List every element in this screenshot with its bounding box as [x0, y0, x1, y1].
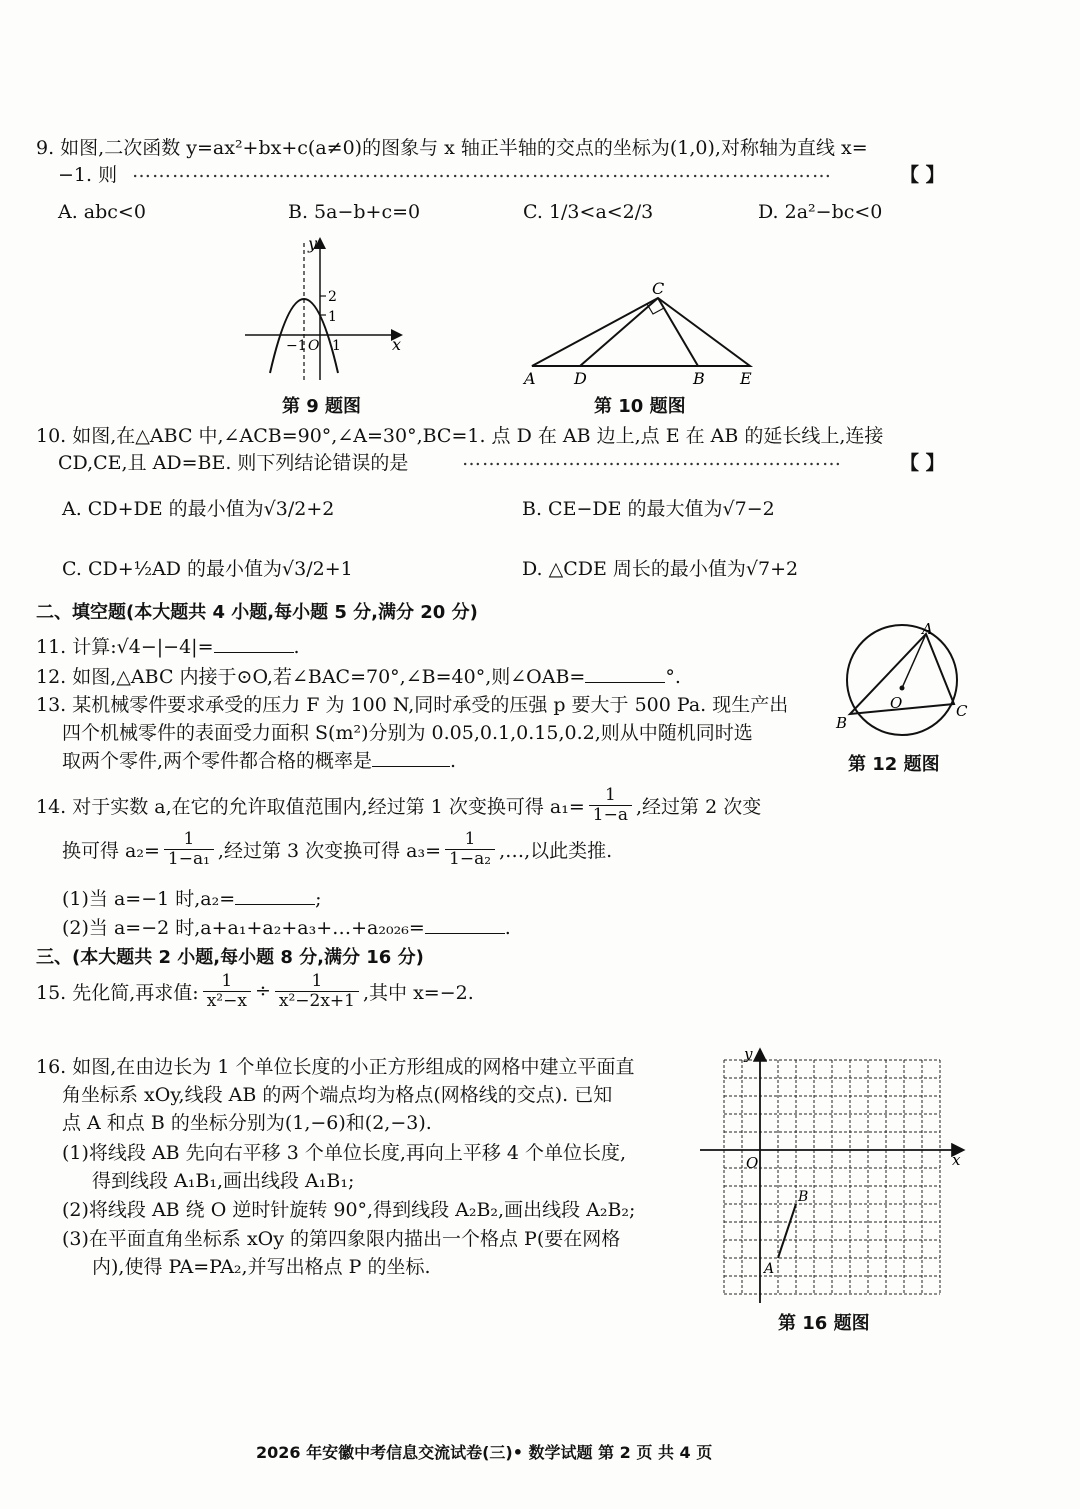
q9-x-label: x [392, 335, 402, 354]
q13-line1: 13. 某机械零件要求承受的压力 F 为 100 N,同时承受的压强 p 要大于 500 Pa. 现生产出 [36, 694, 789, 716]
q9-answer-bracket: 【 】 [900, 164, 945, 186]
q16-figure-caption: 第 16 题图 [778, 1313, 870, 1334]
q10-option-d: D. △CDE 周长的最小值为√7+2 [522, 558, 799, 580]
q16-figure-grid [700, 1045, 970, 1307]
q10-label-e: E [740, 369, 752, 388]
q15-prefix: 15. 先化简,再求值: [36, 981, 199, 1004]
q10-option-b: B. CE−DE 的最大值为√7−2 [522, 498, 775, 520]
q12-figure-caption: 第 12 题图 [848, 754, 940, 775]
q14-frac3-num: 1 [464, 829, 476, 849]
q12-figure-circle [832, 620, 982, 740]
q15-frac2 [275, 972, 359, 1010]
q16-label-b: B [798, 1189, 809, 1205]
q14-part2-prompt: (2)当 a=−2 时,a+a₁+a₂+a₃+…+a₂₀₂₆= [62, 917, 425, 939]
q9-option-c: C. 1/3<a<2/3 [523, 201, 654, 223]
q10-triangle-outline [532, 298, 750, 366]
q16-segment-ab [778, 1204, 796, 1258]
q15-line [36, 972, 474, 1010]
q12-text [36, 662, 681, 689]
q10-line2: CD,CE,且 AD=BE. 则下列结论错误的是 [58, 452, 409, 474]
q9-dot-leader: …………………………………………………………………………………………… [132, 160, 832, 182]
q10-label-c: C [652, 280, 665, 298]
q12-circle [847, 625, 957, 735]
q14-line2-mid: ,经过第 3 次变换可得 a₃= [217, 839, 442, 862]
q14-frac3-den: 1−a₂ [445, 849, 495, 869]
q10-option-c: C. CD+½AD 的最小值为√3/2+1 [62, 558, 353, 580]
q14-line1-tail: ,经过第 2 次变 [635, 795, 762, 818]
q14-part2: (2)当 a=−2 时,a+a₁+a₂+a₃+…+a₂₀₂₆= . [62, 917, 511, 939]
q12-prompt: 12. 如图,△ABC 内接于⊙O,若∠BAC=70°,∠B=40°,则∠OAB= [36, 666, 586, 688]
q15-frac2-num: 1 [311, 971, 323, 991]
q14-line1 [36, 786, 761, 824]
q12-segment-oa [902, 634, 926, 688]
q13-answer-blank[interactable] [372, 748, 450, 767]
q12-label-c: C [956, 702, 968, 720]
q16-origin-label: O [746, 1154, 759, 1172]
q14-frac2 [164, 830, 214, 868]
q16-part1b: 得到线段 A₁B₁,画出线段 A₁B₁; [92, 1170, 355, 1192]
q16-part2: (2)将线段 AB 绕 O 逆时针旋转 90°,得到线段 A₂B₂,画出线段 A₂B₂; [62, 1199, 636, 1221]
q10-answer-bracket: 【 】 [900, 452, 945, 474]
q9-y-label: y [308, 235, 318, 253]
section-3-heading: 三、(本大题共 2 小题,每小题 8 分,满分 16 分) [36, 947, 424, 968]
q11-text: 11. 计算:√4−|−4|= . [36, 636, 300, 658]
q10-label-b: B [693, 369, 705, 388]
q14-frac3 [445, 830, 495, 868]
q12-unit: °. [665, 666, 681, 688]
q14-part2-answer-blank[interactable] [425, 915, 505, 934]
q13-line2: 四个机械零件的表面受力面积 S(m²)分别为 0.05,0.1,0.15,0.2,则从中随机同时选 [62, 722, 753, 744]
q11-prompt: 11. 计算:√4−|−4|= [36, 636, 214, 658]
q15-frac2-den: x²−2x+1 [275, 991, 359, 1011]
q14-line1-text: 14. 对于实数 a,在它的允许取值范围内,经过第 1 次变换可得 a₁= [36, 795, 585, 818]
q9-origin-label: O [308, 338, 320, 354]
q16-part1a: (1)将线段 AB 先向右平移 3 个单位长度,再向上平移 4 个单位长度, [62, 1142, 627, 1164]
q16-grid-lines [724, 1060, 940, 1294]
q9-tick-y2: 2 [328, 289, 337, 305]
q16-part3b: 内),使得 PA=PA₂,并写出格点 P 的坐标. [92, 1256, 431, 1278]
q9-tick-1: 1 [332, 338, 341, 354]
q14-frac1-den: 1−a [589, 805, 632, 825]
q14-part1-prompt: (1)当 a=−1 时,a₂= [62, 888, 236, 910]
q9-figure-caption: 第 9 题图 [282, 396, 362, 417]
q13-line3: 取两个零件,两个零件都合格的概率是 . [62, 750, 457, 772]
q14-frac2-den: 1−a₁ [164, 849, 214, 869]
q16-part3a: (3)在平面直角坐标系 xOy 的第四象限内描出一个格点 P(要在网格 [62, 1228, 621, 1250]
q9-figure-parabola [240, 235, 410, 385]
q9-line1: 9. 如图,二次函数 y=ax²+bx+c(a≠0)的图象与 x 轴正半轴的交点的坐标为(1,0),对称轴为直线 x= [36, 137, 868, 159]
page-footer: 2026 年安徽中考信息交流试卷(三)• 数学试题 第 2 页 共 4 页 [256, 1443, 713, 1462]
q15-divide: ÷ [254, 980, 271, 1003]
q10-figure-triangle [520, 280, 770, 390]
q10-segment-cd [580, 298, 658, 366]
q13-prompt: 取两个零件,两个零件都合格的概率是 [62, 750, 373, 772]
q16-line3: 点 A 和点 B 的坐标分别为(1,−6)和(2,−3). [62, 1112, 432, 1134]
q9-option-b: B. 5a−b+c=0 [288, 201, 421, 223]
q14-frac1-num: 1 [604, 785, 616, 805]
q16-x-label: x [952, 1151, 961, 1169]
q16-line1: 16. 如图,在由边长为 1 个单位长度的小正方形组成的网格中建立平面直 [36, 1056, 635, 1078]
q14-frac2-num: 1 [183, 829, 195, 849]
q10-dot-leader: ………………………………………………… [462, 448, 842, 470]
q14-line2 [62, 830, 612, 868]
q10-label-d: D [574, 369, 587, 388]
q15-frac1-den: x²−x [203, 991, 251, 1011]
q10-option-a: A. CD+DE 的最小值为√3/2+2 [62, 498, 335, 520]
q9-tick-y1: 1 [328, 309, 337, 325]
q15-frac1-num: 1 [221, 971, 233, 991]
q14-part1-answer-blank[interactable] [235, 886, 315, 905]
q12-answer-blank[interactable] [585, 664, 665, 683]
q9-tick-neg1: −1 [286, 338, 307, 354]
q16-line2: 角坐标系 xOy,线段 AB 的两个端点均为格点(网格线的交点). 已知 [62, 1084, 613, 1106]
q16-y-label: y [744, 1045, 753, 1063]
q10-label-a: A [524, 369, 536, 388]
q9-line2: −1. 则 [58, 164, 118, 186]
q12-label-o: O [890, 694, 903, 712]
q10-line1: 10. 如图,在△ABC 中,∠ACB=90°,∠A=30°,BC=1. 点 D 在 AB 边上,点 E 在 AB 的延长线上,连接 [36, 425, 884, 447]
q9-option-d: D. 2a²−bc<0 [758, 201, 883, 223]
q15-suffix: ,其中 x=−2. [362, 981, 474, 1004]
q10-figure-caption: 第 10 题图 [594, 396, 686, 417]
q11-answer-blank[interactable] [214, 634, 294, 653]
q14-part1-end: ; [315, 888, 322, 910]
section-2-heading: 二、填空题(本大题共 4 小题,每小题 5 分,满分 20 分) [36, 602, 478, 623]
q16-label-a: A [764, 1261, 775, 1277]
q12-label-a: A [922, 620, 933, 638]
q15-frac1 [203, 972, 251, 1010]
q12-label-b: B [836, 714, 848, 732]
q14-line2-text: 换可得 a₂= [62, 839, 160, 862]
q9-option-a: A. abc<0 [58, 201, 146, 223]
q14-frac1 [589, 786, 632, 824]
q14-line2-tail: ,…,以此类推. [499, 839, 613, 862]
q14-part1 [62, 884, 322, 911]
